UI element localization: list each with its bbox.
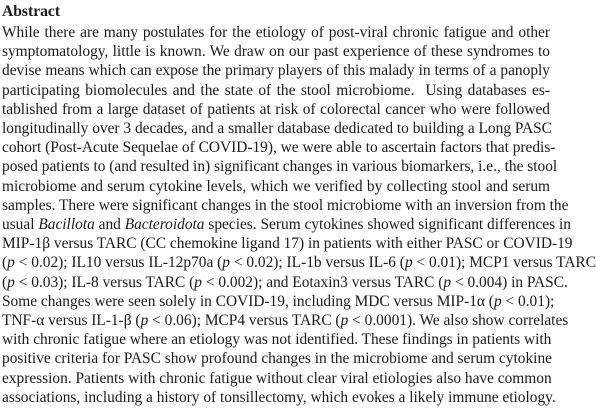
text-run: < 0.0001). We also show correlates (348, 312, 569, 330)
italic-term: p (443, 273, 452, 291)
text-run: < 0.03); IL-8 versus TARC ( (14, 273, 195, 291)
text-run: ( (2, 273, 8, 291)
abstract-line (2, 388, 556, 407)
text-run: While there are many postulates for the etiology of post-viral chronic fatigue and other (2, 24, 550, 41)
italic-term: Bacillota (38, 216, 95, 234)
italic-term: p (222, 254, 230, 272)
italic-term: Bacteroidota (124, 216, 205, 234)
italic-term: p (404, 254, 413, 272)
text-run: MIP-1β versus TARC (CC chemokine ligand 17) in patients with either PASC or COVID-19 (2, 235, 573, 253)
text-run: and (94, 216, 125, 234)
abstract-line (2, 253, 596, 272)
abstract-line (2, 273, 568, 292)
text-run: expression. Patients with chronic fatigue without clear viral etiologies also have common (2, 369, 552, 387)
text-run: ( (2, 254, 8, 272)
abstract-line (2, 42, 550, 61)
abstract-line (2, 23, 550, 42)
text-run: usual (2, 216, 39, 234)
abstract-heading: Abstract (2, 3, 61, 20)
italic-term: p (340, 312, 349, 330)
italic-term: p (194, 273, 202, 291)
abstract-line (2, 61, 550, 80)
italic-term: p (140, 312, 149, 330)
abstract-line (2, 196, 569, 215)
abstract-line (2, 349, 550, 368)
text-run: devise means which can expose the primary players of this malady in terms of a panoply (2, 62, 550, 80)
abstract-line (2, 330, 550, 349)
text-run: Some changes were seen solely in COVID-19, including MDC versus MIP-1α ( (2, 292, 494, 310)
abstract-line (2, 369, 550, 388)
text-run: samples. There were significant changes in the stool microbiome with an inversion from the (2, 196, 569, 214)
text-run: TNF-α versus IL-1-β ( (2, 312, 141, 330)
abstract-line (2, 119, 550, 138)
abstract-body (2, 23, 596, 407)
text-run: with chronic fatigue where an etiology was not identified. These findings in patients with (2, 331, 552, 349)
text-run: cohort (Post-Acute Sequelae of COVID-19), we were able to ascertain factors that predis- (2, 139, 556, 157)
text-run: < 0.06); MCP4 versus TARC ( (148, 312, 341, 330)
abstract-line (2, 215, 571, 234)
abstract-line (2, 292, 555, 311)
abstract-line (2, 234, 573, 253)
abstract-line (2, 81, 550, 100)
text-run: symptomatology, little is known. We draw on our past experience of these syndromes to (2, 43, 550, 61)
abstract-line (2, 100, 550, 119)
text-run: < 0.01); MCP1 versus TARC (412, 254, 596, 272)
text-run: species. Serum cytokines showed significant differences in (204, 216, 571, 234)
text-run: microbiome and serum cytokine levels, which we verified by collecting stool and serum (2, 177, 550, 195)
text-run: < 0.02); IL-1b versus IL-6 ( (229, 254, 405, 272)
italic-term: p (493, 292, 502, 310)
text-run: < 0.02); IL10 versus IL-12p70a ( (14, 254, 223, 272)
text-run: < 0.01); (501, 292, 555, 310)
text-run: < 0.004) in PASC. (451, 273, 568, 291)
text-run: posed patients to (and resulted in) significant changes in various biomarkers, i.e., the stool (2, 158, 558, 176)
text-run: participating biomolecules and the state of the stool microbiome. Using databases es- (2, 81, 550, 99)
italic-term: p (7, 273, 15, 291)
abstract-line (2, 311, 569, 330)
italic-term: p (7, 254, 15, 272)
text-run: associations, including a history of tonsillectomy, which evokes a likely immune etiology. (2, 388, 556, 406)
text-run: tablished from a large dataset of patients at risk of colorectal cancer who were followed (2, 100, 550, 118)
abstract-section (2, 0, 596, 407)
abstract-line (2, 177, 550, 196)
abstract-line (2, 157, 558, 176)
text-run: positive criteria for PASC show profound changes in the microbiome and serum cytokine (2, 350, 552, 368)
text-run: longitudinally over 3 decades, and a smaller database dedicated to building a Long PASC (2, 120, 552, 138)
abstract-line (2, 138, 556, 157)
text-run: < 0.002); and Eotaxin3 versus TARC ( (201, 273, 444, 291)
